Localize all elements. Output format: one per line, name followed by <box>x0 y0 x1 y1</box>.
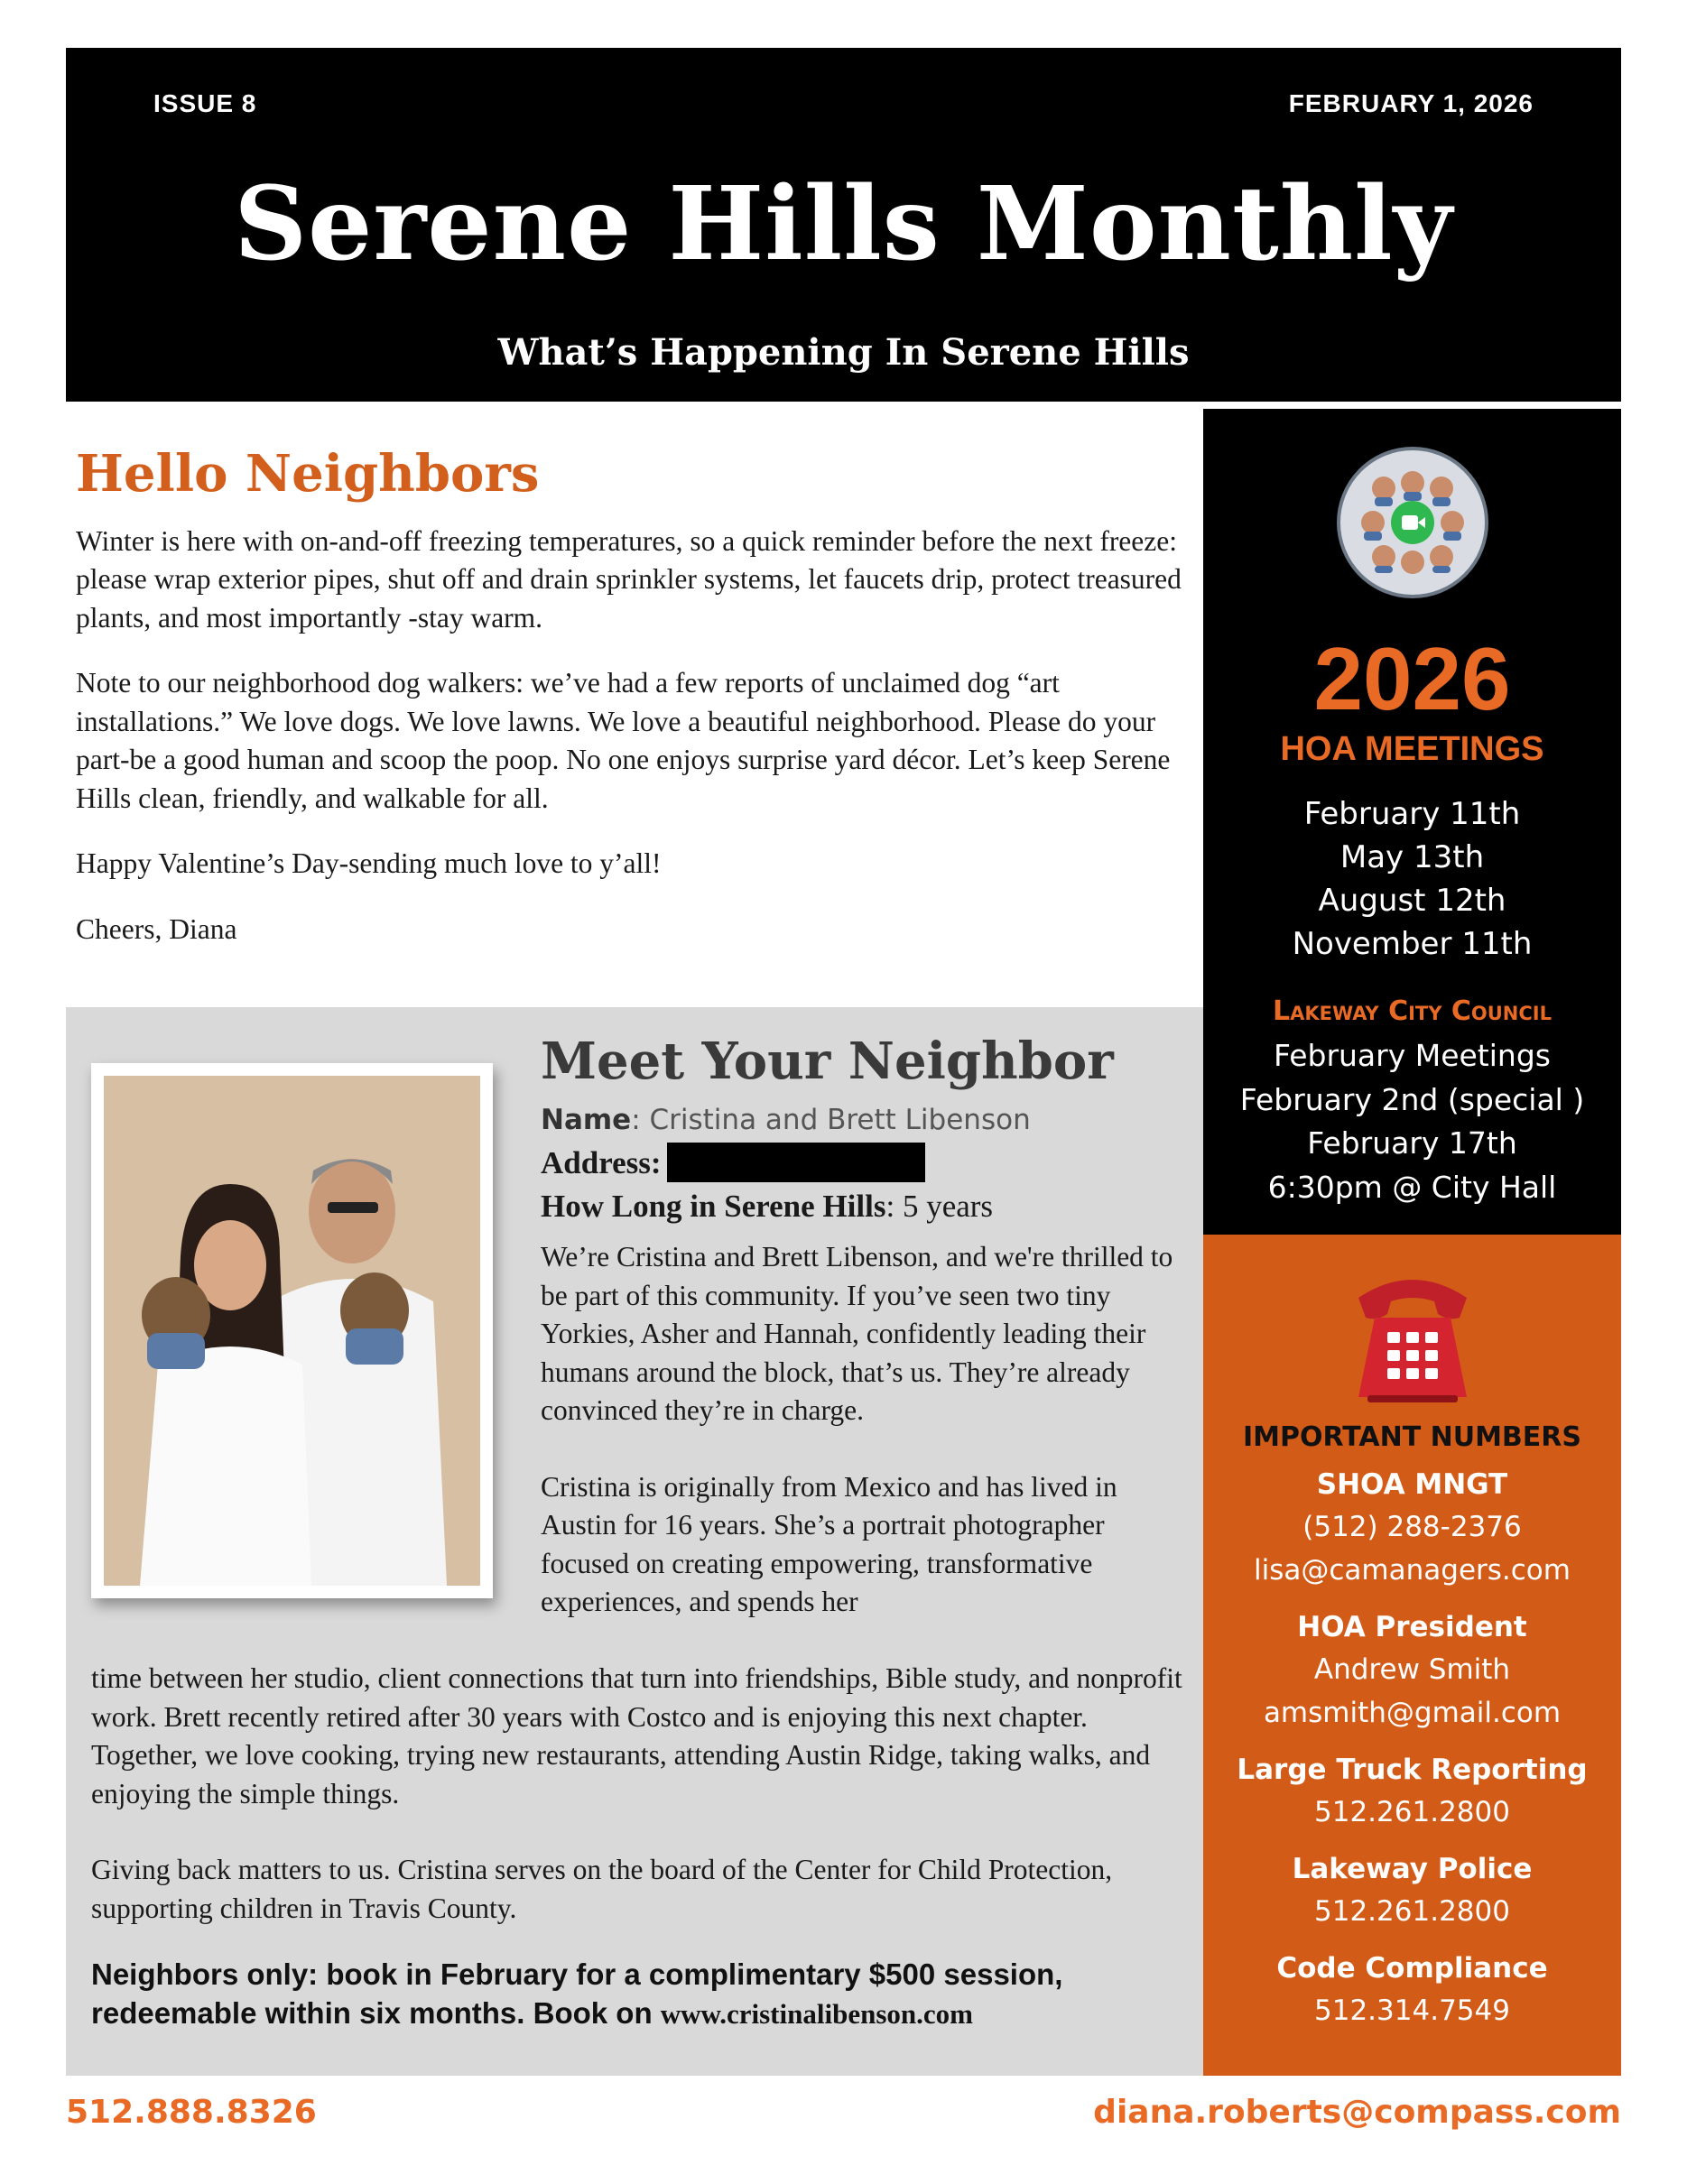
neighbor-photo <box>91 1063 493 1598</box>
meeting-date: November 11th <box>1292 926 1533 962</box>
hello-signoff: Cheers, Diana <box>76 912 237 945</box>
neighbor-details <box>541 1097 1173 1228</box>
bio-paragraph: Giving back matters to us. Cristina serves on the board of the Center for Child Protection, supporting children in Travis County. <box>91 1854 1113 1924</box>
shoa-heading: SHOA MNGT <box>1316 1468 1508 1501</box>
police-heading: Lakeway Police <box>1292 1853 1533 1885</box>
masthead <box>66 48 1621 402</box>
meet-neighbor-heading: Meet Your Neighbor <box>541 1032 1114 1091</box>
shoa-email[interactable]: lisa@camanagers.com <box>1254 1554 1571 1587</box>
footer-phone[interactable]: 512.888.8326 <box>66 2094 317 2131</box>
newsletter-subtitle: What’s Happening In Serene Hills <box>497 331 1190 374</box>
newsletter-title: Serene Hills Monthly <box>234 165 1453 283</box>
president-email[interactable]: amsmith@gmail.com <box>1263 1697 1562 1729</box>
important-numbers-title: IMPORTANT NUMBERS <box>1242 1421 1581 1453</box>
president-name: Andrew Smith <box>1313 1653 1511 1686</box>
city-council-dates <box>1203 1034 1621 1209</box>
truck-heading: Large Truck Reporting <box>1237 1754 1588 1786</box>
address-redacted <box>667 1143 925 1182</box>
footer-email[interactable]: diana.roberts@compass.com <box>1093 2094 1621 2131</box>
howlong-label: How Long in Serene Hills <box>541 1189 886 1224</box>
meeting-date: February 11th <box>1303 796 1521 832</box>
council-line: February Meetings <box>1274 1038 1551 1073</box>
name-value: : Cristina and Brett Libenson <box>631 1104 1031 1136</box>
meeting-date: August 12th <box>1318 883 1506 919</box>
meet-neighbor-section <box>66 1007 1203 2076</box>
bio-paragraph: We’re Cristina and Brett Libenson, and we're thrilled to be part of this community. If you’ve seen two tiny Yorkies, Asher and Hannah, confidently leading their humans around the block, that’s us. They’re already convinced they’re in charge. <box>541 1241 1173 1426</box>
bio-paragraph: time between her studio, client connections that turn into friendships, Bible study, and nonprofit work. Brett recently retired after 30 years with Costco and is enjoying this next chapter. Together, we love cooking, trying new restaurants, attending Austin Ridge, taking walks, and enjoying the simple things. <box>91 1662 1182 1809</box>
issue-date: FEBRUARY 1, 2026 <box>1288 89 1534 117</box>
neighbor-bio-continued <box>91 1660 1192 1928</box>
hoa-meetings-label: HOA MEETINGS <box>1280 730 1544 768</box>
important-numbers-sidebar <box>1203 1235 1621 2076</box>
meeting-date: May 13th <box>1339 839 1485 875</box>
code-heading: Code Compliance <box>1276 1952 1548 1985</box>
meetings-year: 2026 <box>1313 629 1511 728</box>
hello-paragraph-dogs: Note to our neighborhood dog walkers: we’ve had a few reports of unclaimed dog “art installations.” We love dogs. We love lawns. We love a beautiful neighborhood. Please do your part-be a good human and scoop the poop. No one enjoys surprise yard décor. Let’s keep Serene Hills clean, friendly, and walkable for all. <box>76 667 1171 814</box>
promo-website-link[interactable]: www.cristinalibenson.com <box>660 1998 973 2030</box>
video-meeting-icon <box>1337 447 1488 598</box>
council-line: February 2nd (special ) <box>1239 1081 1585 1117</box>
shoa-phone[interactable]: (512) 288-2376 <box>1302 1511 1522 1543</box>
code-phone[interactable]: 512.314.7549 <box>1314 1994 1510 2027</box>
bio-paragraph: Cristina is originally from Mexico and has lived in Austin for 16 years. She’s a portrait photographer focused on creating empowering, transformative experiences, and spends her <box>541 1470 1117 1617</box>
name-label: Name <box>541 1104 632 1136</box>
truck-phone[interactable]: 512.261.2800 <box>1314 1796 1510 1828</box>
address-label: Address: <box>541 1145 662 1180</box>
important-numbers-list <box>1203 1464 1621 2032</box>
telephone-icon <box>1340 1262 1485 1410</box>
neighbor-photo-image <box>104 1076 480 1586</box>
hello-section <box>76 444 1195 976</box>
meetings-sidebar <box>1203 409 1621 1235</box>
hello-paragraph-valentine: Happy Valentine’s Day-sending much love to y’all! <box>76 847 662 880</box>
hoa-meeting-dates <box>1203 792 1621 966</box>
hello-paragraph-winter: Winter is here with on-and-off freezing temperatures, so a quick reminder before the next freeze: please wrap exterior pipes, shut off and drain sprinkler systems, let faucets drip, protect treasured plants, and most importantly -stay warm. <box>76 524 1182 634</box>
promo-text: Neighbors only: book in February for a complimentary $500 session, redeemable within six months. Book on <box>91 1957 1063 2030</box>
city-council-title: Lakeway City Council <box>1272 995 1552 1027</box>
photo-session-promo <box>91 1955 1192 2033</box>
neighbor-bio <box>541 1238 1191 1622</box>
issue-number: ISSUE 8 <box>153 89 257 117</box>
hello-heading: Hello Neighbors <box>76 444 540 504</box>
howlong-value: : 5 years <box>885 1189 994 1224</box>
president-heading: HOA President <box>1297 1611 1527 1643</box>
council-line: 6:30pm @ City Hall <box>1267 1169 1557 1205</box>
police-phone[interactable]: 512.261.2800 <box>1314 1895 1510 1928</box>
council-line: February 17th <box>1307 1125 1517 1161</box>
